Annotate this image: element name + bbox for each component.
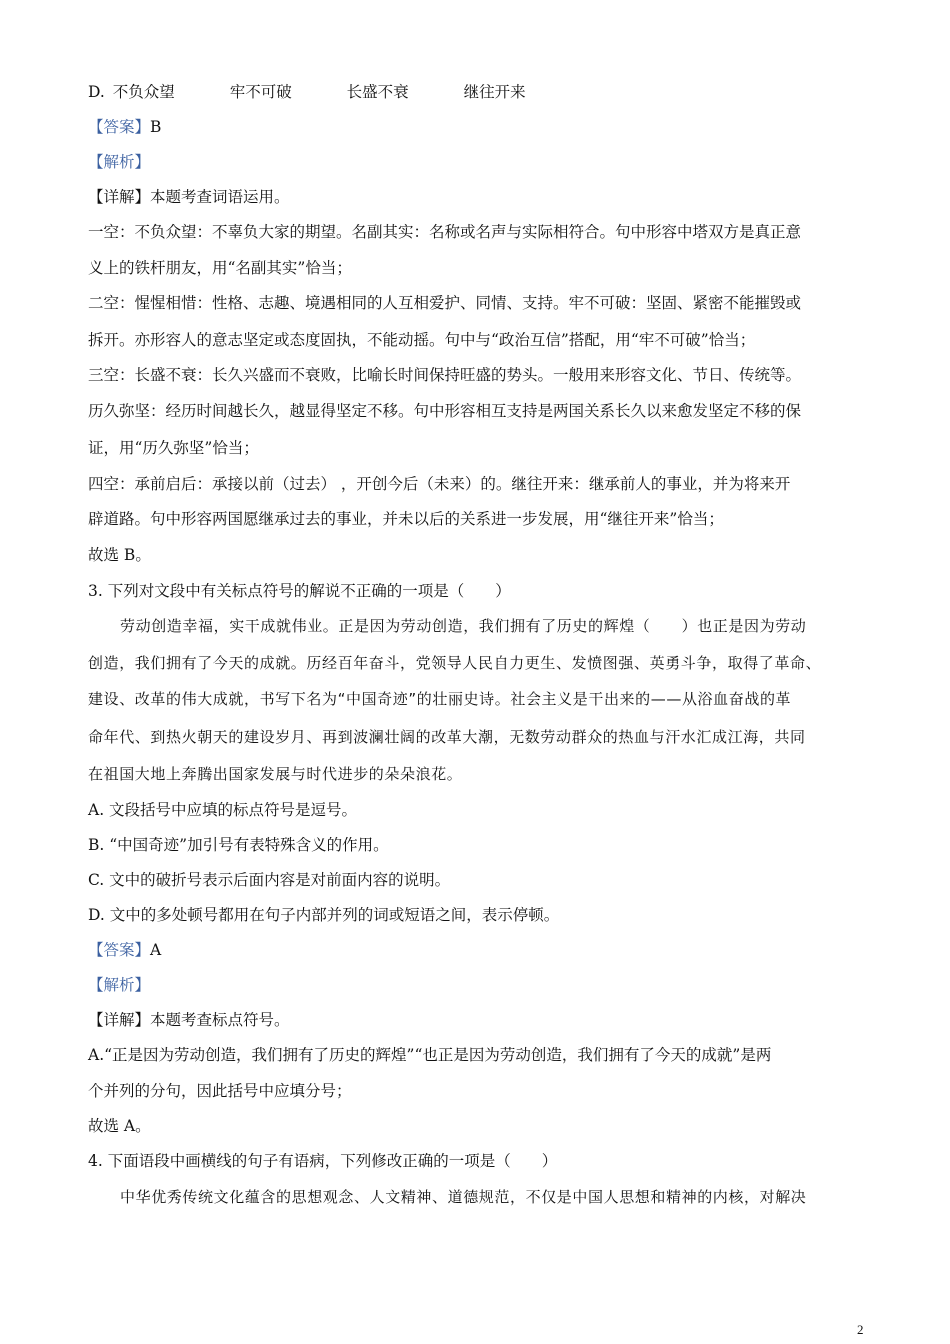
q2-explanation-line: 二空：惺惺相惜：性格、志趣、境遇相同的人互相爱护、同情、支持。牢不可破：坚固、紧密不能摧毁或 — [88, 294, 802, 312]
q2-answer — [88, 117, 161, 137]
option-word-1: 不负众望 — [112, 83, 175, 101]
page-number: 2 — [857, 1322, 864, 1337]
q3-passage-line: 在祖国大地上奔腾出国家发展与时代进步的朵朵浪花。 — [88, 765, 463, 783]
q3-conclusion: 故选 A。 — [88, 1117, 151, 1135]
q2-explanation-line: 三空：长盛不衰：长久兴盛而不衰败，比喻长时间保持旺盛的势头。一般用来形容文化、节日、传统等。 — [88, 366, 802, 384]
q2-detail — [88, 187, 290, 207]
detail-label: 【详解】 — [88, 188, 151, 206]
option-word-3: 长盛不衰 — [346, 83, 409, 101]
detail-intro: 本题考查标点符号。 — [150, 1011, 290, 1029]
q3-analysis-label: 【解析】 — [88, 976, 151, 994]
q3-question: 3. 下列对文段中有关标点符号的解说不正确的一项是（ ） — [88, 582, 511, 600]
answer-value: A — [150, 941, 162, 959]
q2-explanation-line: 一空：不负众望：不辜负大家的期望。名副其实：名称或名声与实际相符合。句中形容中塔双方是真正意 — [88, 223, 802, 241]
q2-analysis-label: 【解析】 — [88, 153, 151, 171]
option-word-4: 继往开来 — [463, 83, 526, 101]
q3-answer — [88, 940, 161, 960]
q2-option-d — [88, 82, 526, 102]
option-letter: D. — [88, 83, 105, 101]
q3-passage-line: 创造，我们拥有了今天的成就。历经百年奋斗，党领导人民自力更生、发愤图强、英勇斗争，取得了革命、 — [88, 654, 822, 672]
q3-detail — [88, 1010, 290, 1030]
answer-value: B — [150, 118, 162, 136]
q3-explanation-line: A.“正是因为劳动创造，我们拥有了历史的辉煌”“也正是因为劳动创造，我们拥有了今天的成就”是两 — [88, 1046, 772, 1064]
q3-explanation-line: 个并列的分句，因此括号中应填分号； — [88, 1082, 352, 1100]
q2-explanation-line: 义上的铁杆朋友，用“名副其实”恰当； — [88, 259, 352, 277]
q3-passage-line: 建设、改革的伟大成就，书写下名为“中国奇迹”的壮丽史诗。社会主义是干出来的——从浴血奋战的革 — [88, 690, 792, 708]
q2-explanation-line: 辟道路。句中形容两国愿继承过去的事业，并未以后的关系进一步发展，用“继往开来”恰当； — [88, 510, 724, 528]
q2-explanation-line: 历久弥坚：经历时间越长久，越显得坚定不移。句中形容相互支持是两国关系长久以来愈发坚定不移的保 — [88, 402, 802, 420]
q3-option-c: C. 文中的破折号表示后面内容是对前面内容的说明。 — [88, 871, 451, 889]
q3-option-a: A. 文段括号中应填的标点符号是逗号。 — [88, 801, 358, 819]
detail-intro: 本题考查词语运用。 — [150, 188, 290, 206]
q4-passage-line: 中华优秀传统文化蕴含的思想观念、人文精神、道德规范，不仅是中国人思想和精神的内核，对解决 — [120, 1188, 807, 1206]
answer-label: 【答案】 — [88, 941, 151, 959]
q4-question: 4. 下面语段中画横线的句子有语病，下列修改正确的一项是（ ） — [88, 1152, 558, 1170]
q2-explanation-line: 四空：承前启后：承接以前（过去） ，开创今后（未来）的。继往开来：继承前人的事业，并为将来开 — [88, 475, 791, 493]
q2-conclusion: 故选 B。 — [88, 546, 151, 564]
q3-option-b: B. “中国奇迹”加引号有表特殊含义的作用。 — [88, 836, 389, 854]
q3-passage-line: 命年代、到热火朝天的建设岁月、再到波澜壮阔的改革大潮，无数劳动群众的热血与汗水汇成江海，共同 — [88, 728, 806, 746]
q2-explanation-line: 证，用“历久弥坚”恰当； — [88, 439, 259, 457]
q2-explanation-line: 拆开。亦形容人的意志坚定或态度固执，不能动摇。句中与“政治互信”搭配，用“牢不可破”恰当； — [88, 331, 756, 349]
q3-passage-line: 劳动创造幸福，实干成就伟业。正是因为劳动创造，我们拥有了历史的辉煌（ ）也正是因为劳动 — [120, 617, 807, 635]
q3-option-d: D. 文中的多处顿号都用在句子内部并列的词或短语之间，表示停顿。 — [88, 906, 560, 924]
answer-label: 【答案】 — [88, 118, 151, 136]
option-word-2: 牢不可破 — [229, 83, 292, 101]
detail-label: 【详解】 — [88, 1011, 151, 1029]
